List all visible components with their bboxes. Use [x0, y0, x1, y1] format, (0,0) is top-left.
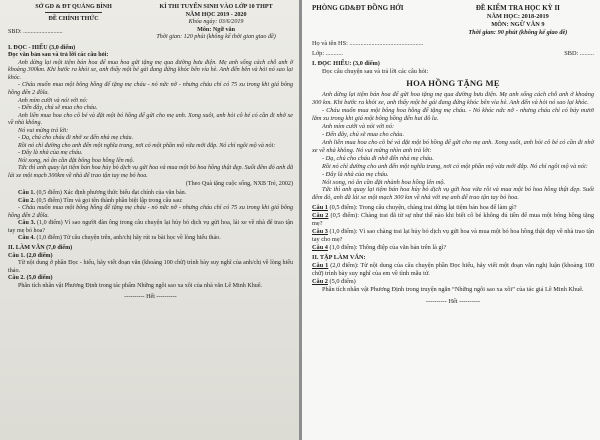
right-essay2-label: Câu 2 — [312, 278, 328, 286]
right-passage-paragraph: Anh dừng lại tiệm bán hoa để gửi hoa tặng mẹ qua đường bưu điện. Mẹ anh sống cách chỗ anh ở khoảng 300 km. Khi bước ra khỏi xe, anh thấy một bé gái đang đứng khóc bên vỉa hè. Anh đến và hỏi nó sao lại khóc. — [312, 90, 594, 106]
right-time: Thời gian: 90 phút (không kể giao đề) — [468, 28, 568, 36]
left-question — [8, 190, 293, 198]
right-passage-paragraph: - Đến đây, chú sẽ mua cho cháu. — [322, 130, 405, 138]
left-passage-paragraph: Rồi nó chỉ đường cho anh đến một nghĩa trang, nơi có một phần mộ vừa mới đắp. Nó chỉ ngôi mộ và nói: — [18, 142, 276, 149]
left-passage-paragraph: Anh dừng lại một tiệm bán hoa để mua hoa gửi tặng mẹ qua đường bưu điện. Mẹ anh sống cách chỗ anh ở khoảng 300km. Khi bước ra khỏi xe, anh thấy một bé gái đang đứng khóc bên vỉa hè. Anh đến bên và hỏi nó sao lại khóc. — [8, 59, 293, 81]
right-passage-paragraph: - Cháu muốn mua một bông hoa hồng để tặng mẹ cháu. - Nó khóc nức nở - nhưng cháu chỉ có bảy mươi lăm xu trong khi giá một bông hồng đến hai đô la. — [312, 106, 594, 122]
right-question-label: Câu 3 — [312, 228, 328, 236]
left-part1-title: I. ĐỌC - HIỂU (3,0 điểm) — [8, 44, 76, 51]
right-passage-paragraph: Rồi nó chỉ đường cho anh đến một nghĩa trang, nơi có một phần mộ vừa mới đắp. Nó chỉ ngôi mộ và nói: — [322, 162, 588, 170]
left-essay1-label: Câu 1. (2,0 điểm) — [8, 252, 53, 259]
left-org: SỞ GD & ĐT QUẢNG BÌNH — [35, 4, 112, 10]
right-essay2 — [312, 278, 594, 286]
right-passage-paragraph: Anh mỉm cười và nói với nó: — [322, 122, 395, 130]
left-essay1-text: Từ nội dung ở phần Đọc - hiểu, hãy viết đoạn văn (khoảng 100 chữ) trình bày suy nghĩ của anh/chị về lòng hiếu thảo. — [8, 260, 293, 274]
right-question — [312, 212, 594, 228]
left-essay2-text: Phân tích nhân vật Phương Định trong tác phẩm Những ngôi sao xa xôi của nhà văn Lê Minh Khuê. — [18, 282, 263, 289]
left-passage-paragraph: - Đây là nhà của mẹ cháu. — [18, 150, 83, 157]
left-question-label: Câu 4. — [18, 235, 35, 242]
right-question-text: (0,5 điểm): Chàng trai đã từ sự như thế nào khi biết cô bé không đủ tiền để mua một bông hồng tặng mẹ? — [312, 212, 594, 228]
left-question-text: (0,5 điểm) Tìm và gọi tên thành phần biệt lập trong câu sau: — [36, 197, 183, 204]
right-name-field: Họ và tên HS: ............................................... — [312, 39, 424, 47]
left-question-text: (1,0 điểm) Từ câu chuyện trên, anh/chị hãy rút ra bài học về lòng hiếu thảo. — [36, 235, 221, 242]
right-essay2-text: (5,0 điểm) — [329, 278, 356, 286]
right-passage-paragraph: Anh liền mua hoa cho cô bé và đặt một bó hồng để gửi cho mẹ anh. Xong xuôi, anh hỏi cô bé có cần đi nhờ xe về nhà không. Nó vui mừng nhìn anh trả lời: — [312, 138, 594, 154]
left-passage-paragraph: Nó vui mừng trả lời: — [18, 127, 69, 134]
left-question-text: (1,0 điểm) Vì sao người đàn ông trong câu chuyện lại hủy bỏ dịch vụ gửi hoa, lái xe về nhà để trao tận tay mẹ bó hoa? — [8, 220, 293, 234]
right-year: NĂM HỌC: 2018-2019 — [486, 12, 549, 20]
left-exam-sheet — [0, 0, 299, 440]
left-passage-paragraph: - Đến đây, chú sẽ mua cho cháu. — [18, 105, 98, 112]
right-subject: MÔN: NGỮ VĂN 9 — [491, 20, 545, 28]
left-instruction: Đọc văn bản sau và trả lời các câu hỏi: — [8, 52, 109, 59]
left-passage-paragraph: Tức thì anh quay lại tiệm bán hoa hủy bỏ dịch vụ gửi hoa và mua một bó hoa hồng thật đẹp. Suốt đêm đó anh đã lái xe một mạch 300km về nhà để trao tận tay mẹ bó hoa. — [8, 165, 293, 180]
left-essay2-label: Câu 2. (5,0 điểm) — [8, 275, 53, 282]
right-question-text: (0,5 điểm): Trong câu chuyện, chàng trai dừng lại tiệm bán hoa để làm gì? — [329, 204, 517, 212]
right-story-title: HOA HỒNG TẶNG MẸ — [406, 77, 500, 88]
right-passage-paragraph: - Đây là nhà của mẹ cháu. — [322, 170, 389, 178]
left-question-text: - Cháu muốn mua một bông hồng để tặng mẹ cháu - nó nức nở - nhưng cháu chỉ có 75 xu trong khi giá bông hồng đến 2 đôla. — [8, 205, 293, 219]
right-essay1 — [312, 262, 594, 278]
right-part1-title: I. ĐỌC HIỂU: (3,0 điểm) — [312, 59, 380, 67]
left-passage — [8, 60, 293, 181]
right-question-text: (1,0 điểm): Thông điệp của văn bản trên là gì? — [329, 244, 447, 252]
left-source: (Theo Quà tặng cuộc sống, NXB Trẻ, 2002) — [185, 180, 293, 187]
right-passage-paragraph: Nói xong, nó ân cần đặt nhành hoa hồng lên mộ. — [322, 178, 446, 186]
left-org-rule — [45, 12, 103, 13]
right-question-text: (1,0 điểm): Vì sao chàng trai lại hủy bỏ dịch vụ gửi hoa và mua một bó hoa hồng thật đẹp về nhà trao tận tay cho mẹ? — [312, 228, 595, 244]
right-org: PHÒNG GD&ĐT ĐỒNG HỚI — [312, 4, 404, 12]
left-passage-paragraph: Nói xong, nó ân cần đặt bông hoa hồng lên mộ. — [18, 157, 135, 164]
right-class-field: Lớp: ........... — [312, 49, 343, 57]
left-part2-title: II. LÀM VĂN (7,0 điểm) — [8, 244, 73, 251]
left-end-mark: ---------- Hết ---------- — [124, 294, 177, 301]
right-question — [312, 244, 594, 252]
left-year: NĂM HỌC 2019 - 2020 — [185, 11, 247, 18]
right-questions — [312, 204, 594, 252]
right-passage — [312, 91, 594, 203]
left-time: Thời gian: 120 phút (không kể thời gian giao đề) — [156, 34, 276, 41]
left-passage-paragraph: Anh liền mua hoa cho cô bé và đặt một bó hồng để gửi cho mẹ anh. Xong xuôi, anh hỏi cô bé có cần đi nhờ xe về nhà không. — [8, 112, 293, 127]
right-part2-title: II. TẬP LÀM VĂN: — [312, 254, 366, 262]
left-question — [8, 205, 293, 220]
left-passage-paragraph: - Dạ, chú cho cháu đi nhờ xe đến nhà mẹ cháu. — [18, 135, 134, 142]
right-instruction: Đọc câu chuyện sau và trả lời các câu hỏi: — [322, 67, 429, 75]
right-question — [312, 228, 594, 244]
left-exam-title: KÌ THI TUYỂN SINH VÀO LỚP 10 THPT — [159, 4, 273, 10]
right-passage-paragraph: - Dạ, chú cho cháu đi nhờ đến nhà mẹ cháu. — [322, 154, 434, 162]
left-question-label: Câu 2. — [18, 197, 35, 204]
left-official-label: ĐỀ CHÍNH THỨC — [48, 15, 99, 22]
right-passage-paragraph: Tức thì anh quay lại tiệm bán hoa hủy bỏ dịch vụ gửi hoa vừa rồi và mua một bó hoa hồng thật đẹp. Suốt đêm đó, anh đã lái xe một mạch 300 km về nhà với mẹ anh để trao tận tay bó hoa. — [312, 186, 594, 202]
right-essay1-label: Câu 1 — [312, 262, 329, 270]
left-questions — [8, 190, 293, 243]
right-essay1-text: (2,0 điểm): Từ nội dung của câu chuyện phần Đọc hiểu, hãy viết một đoạn văn nghị luận (khoảng 100 chữ) trình bày suy nghĩ của em về tình mẫu tử. — [312, 262, 595, 278]
left-question-text: (0,5 điểm) Xác định phương thức biểu đạt chính của văn bản. — [36, 190, 187, 197]
left-question-label: Câu 1. — [18, 190, 35, 197]
left-header — [8, 4, 293, 42]
left-question — [8, 220, 293, 235]
left-passage-paragraph: - Cháu muốn mua một bông hồng để tặng mẹ cháu - nó nức nở - nhưng cháu chỉ có 75 xu trong khi giá bông hồng đến 2 đôla. — [8, 82, 293, 97]
left-date: Khóa ngày: 03/6/2019 — [188, 19, 244, 26]
right-id-fields — [312, 50, 594, 58]
right-question-label: Câu 4 — [312, 244, 328, 252]
right-sbd-field: SBD: ......... — [564, 49, 594, 57]
right-header — [312, 4, 594, 37]
right-question-label: Câu 1 — [312, 204, 328, 212]
left-subject: Môn: Ngữ văn — [197, 26, 235, 33]
left-sbd: SBD: .......................... — [8, 29, 63, 36]
right-essay2-body: Phân tích nhân vật Phương Định trong truyện ngắn “Những ngôi sao xa xôi” của tác giả Lê Minh Khuê. — [322, 286, 584, 294]
right-exam-title: ĐỀ KIỂM TRA HỌC KỲ II — [475, 4, 560, 12]
left-question — [8, 235, 293, 243]
left-question-label: Câu 3. — [18, 220, 36, 227]
right-question-label: Câu 2 — [312, 212, 329, 220]
right-end-mark: ---------- Hết ---------- — [425, 298, 481, 306]
right-question — [312, 204, 594, 212]
left-passage-paragraph: Anh mỉm cười và nói với nó: — [18, 97, 88, 104]
right-exam-sheet — [302, 0, 600, 440]
